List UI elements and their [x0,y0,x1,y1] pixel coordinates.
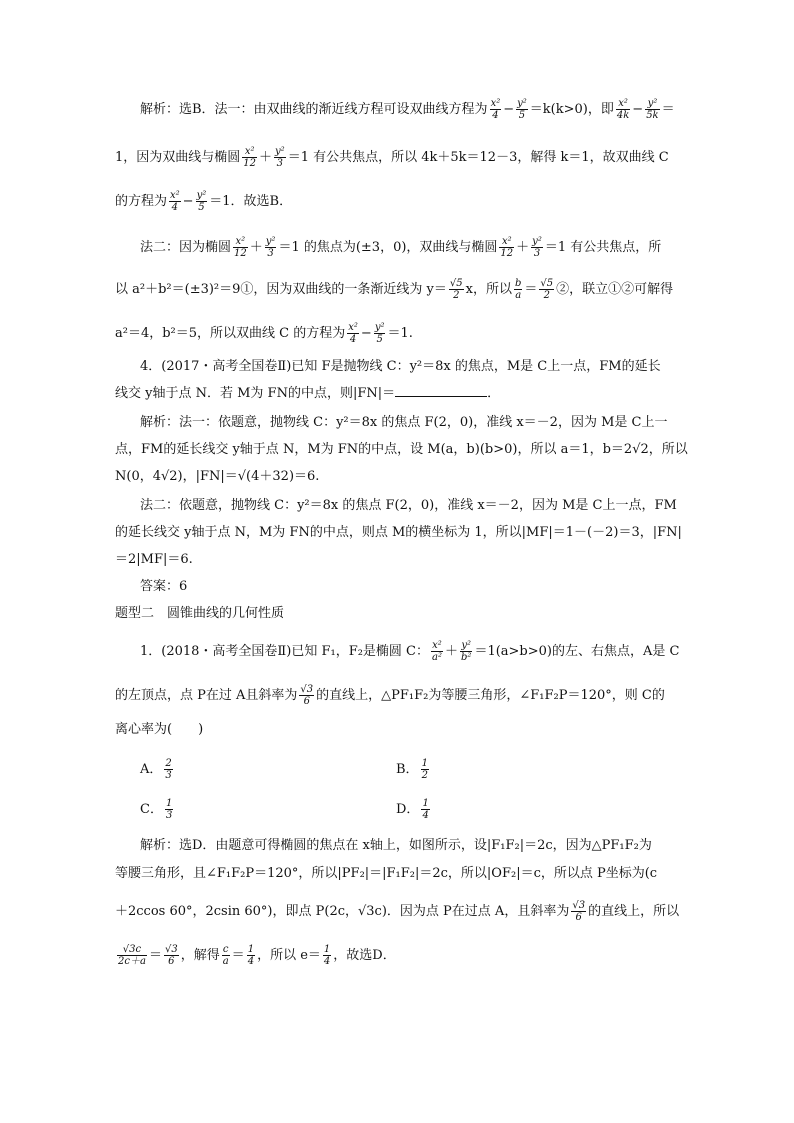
fraction: $\frac{√5}{2}$ [540,278,554,301]
solution-method2-line1: 法二：因为椭圆 $\frac{\text{x²}}{12}$ ＋ $\frac{\text{y²}}{3}$ ＝1 的焦点为(±3，0)，双曲线与椭圆 $\frac{\text{x²}}{12}$ ＋ $\frac{\text{y²}}{3}$ ＝1 有公共焦点，所 [140,236,662,259]
solution-q4-m2-line1: 法二：依题意，抛物线 C：y²＝8x 的焦点 F(2，0)，准线 x＝－2，因为 M是 C上一点，FM [140,498,677,513]
fraction: $\frac{b}{a}$ [514,278,522,301]
fraction: $\frac{\text{y²}}{\text{b²}}$ [461,640,472,663]
fraction: $\frac{\text{x²}}{\text{a²}}$ [432,640,442,663]
solution-q4-m2-line2: 的延长线交 y轴于点 N，M为 FN的中点，则点 M的横坐标为 1，所以|MF|＝1－(－2)＝3，|FN| [115,525,682,540]
question-1-line1: 1．(2018・高考全国卷Ⅱ)已知 F₁，F₂是椭圆 C： $\frac{\text{x²}}{\text{a²}}$ ＋ $\frac{\text{y²}}{\text{b²}}$ ＝1(a>b>0)的左、右焦点，A是 C [140,640,680,663]
fraction: $\frac{√3c}{2c+a}$ [118,944,146,967]
option-a[interactable]: A． $\frac{2}{3}$ [140,758,172,781]
fraction: $\frac{\text{x²}}{4}$ [490,98,501,121]
fraction: $\frac{\text{y²}}{5}$ [517,98,527,121]
fraction: $\frac{\text{x²}}{12}$ [243,146,257,169]
solution-method1-line1: 解析：选B．法一：由双曲线的渐近线方程可设双曲线方程为 $\frac{\text{x²}}{4}$ − $\frac{\text{y²}}{5}$ ＝k(k>0)，即 $\frac{\text{x²}}{4k}$ − $\frac{\text{y²}}{5k}$ ＝ [140,98,675,121]
fraction: $\frac{1}{4}$ [422,798,429,821]
solution-q4-m1-line1: 解析：法一：依题意，抛物线 C：y²＝8x 的焦点 F(2，0)，准线 x＝－2，因为 M是 C上一 [140,415,668,430]
solution-method1-line3: 的方程为 $\frac{\text{x²}}{4}$ − $\frac{\text{y²}}{5}$ ＝1．故选B． [115,190,293,213]
fraction: $\frac{√3}{6}$ [300,684,314,707]
solution-q4-m2-line3: ＝2|MF|＝6. [115,552,193,567]
fraction: $\frac{\text{x²}}{4}$ [170,190,180,213]
fraction: $\frac{√5}{2}$ [449,278,463,301]
question-4-line2: 线交 y轴于点 N．若 M为 FN的中点，则|FN|＝ ． [115,386,501,401]
fraction: $\frac{\text{y²}}{3}$ [265,236,276,259]
fraction: $\frac{\text{x²}}{12}$ [234,236,247,259]
solution-q1-line3: ＋2ccos 60°，2csin 60°)，即点 P(2c，√3c)．因为点 P在过点 A，且斜率为 $\frac{√3}{6}$ 的直线上，所以 [115,900,680,923]
fraction: $\frac{\text{y²}}{5}$ [196,190,207,213]
fraction: $\frac{2}{3}$ [165,758,172,781]
answer: 答案：6 [140,579,188,594]
question-1-line3: 离心率为( ) [115,722,204,737]
fraction: $\frac{\text{y²}}{3}$ [275,146,285,169]
solution-method1-line2: 1，因为双曲线与椭圆 $\frac{\text{x²}}{12}$ ＋ $\frac{\text{y²}}{3}$ ＝1 有公共焦点，所以 4k＋5k＝12－3，解得 k＝1，故双曲线 C [115,146,669,169]
fraction: $\frac{\text{y²}}{5k}$ [646,98,659,121]
fraction: $\frac{\text{y²}}{3}$ [532,236,542,259]
fraction: $\frac{√3}{6}$ [164,944,178,967]
fraction: $\frac{1}{3}$ [165,798,173,821]
solution-q1-line4: $\frac{√3c}{2c+a}$ ＝ $\frac{√3}{6}$ ，解得 $\frac{c}{a}$ ＝ $\frac{1}{4}$ ，所以 e＝ $\frac{1}{4}$ ，故选D． [118,944,396,967]
section-heading: 题型二 圆锥曲线的几何性质 [115,606,285,621]
fraction: $\frac{\text{y²}}{5}$ [374,322,385,345]
solution-q1-line1: 解析：选D．由题意可得椭圆的焦点在 x轴上，如图所示，设|F₁F₂|＝2c，因为△PF₁F₂为 [140,838,652,853]
option-b[interactable]: B． $\frac{1}{2}$ [396,758,428,781]
fraction: $\frac{√3}{6}$ [572,900,586,923]
solution-q4-m1-line2: 点，FM的延长线交 y轴于点 N，M为 FN的中点，设 M(a，b)(b>0)，所以 a＝1，b＝2√2，所以 [115,442,688,457]
option-d[interactable]: D． $\frac{1}{4}$ [396,798,429,821]
solution-method2-line3: a²＝4，b²＝5，所以双曲线 C 的方程为 $\frac{\text{x²}}{4}$ − $\frac{\text{y²}}{5}$ ＝1. [115,322,413,345]
fraction: $\frac{\text{x²}}{4k}$ [616,98,630,121]
solution-method2-line2: 以 a²＋b²＝(±3)²＝9①，因为双曲线的一条渐近线为 y＝ $\frac{√5}{2}$ x，所以 $\frac{b}{a}$ ＝ $\frac{√5}{2}$ ②，联立①②可解得 [115,278,674,301]
question-1-line2: 的左顶点，点 P在过 A且斜率为 $\frac{√3}{6}$ 的直线上，△PF₁F₂为等腰三角形，∠F₁F₂P＝120°，则 C的 [115,684,665,707]
question-4-line1: 4．(2017・高考全国卷Ⅱ)已知 F是抛物线 C：y²＝8x 的焦点，M是 C上一点，FM的延长 [140,359,661,374]
fraction: $\frac{\text{x²}}{12}$ [500,236,514,259]
solution-q1-line2: 等腰三角形，且∠F₁F₂P＝120°，所以|PF₂|＝|F₁F₂|＝2c，所以|OF₂|＝c，所以点 P坐标为(c [115,866,658,881]
answer-blank [395,384,487,397]
fraction: $\frac{1}{4}$ [247,944,255,967]
fraction: $\frac{1}{2}$ [421,758,428,781]
solution-q4-m1-line3: N(0，4√2)，|FN|＝√(4＋32)＝6. [115,469,320,484]
option-c[interactable]: C． $\frac{1}{3}$ [140,798,173,821]
fraction: $\frac{\text{x²}}{4}$ [348,322,358,345]
fraction: $\frac{c}{a}$ [222,944,229,967]
fraction: $\frac{1}{4}$ [323,944,331,967]
